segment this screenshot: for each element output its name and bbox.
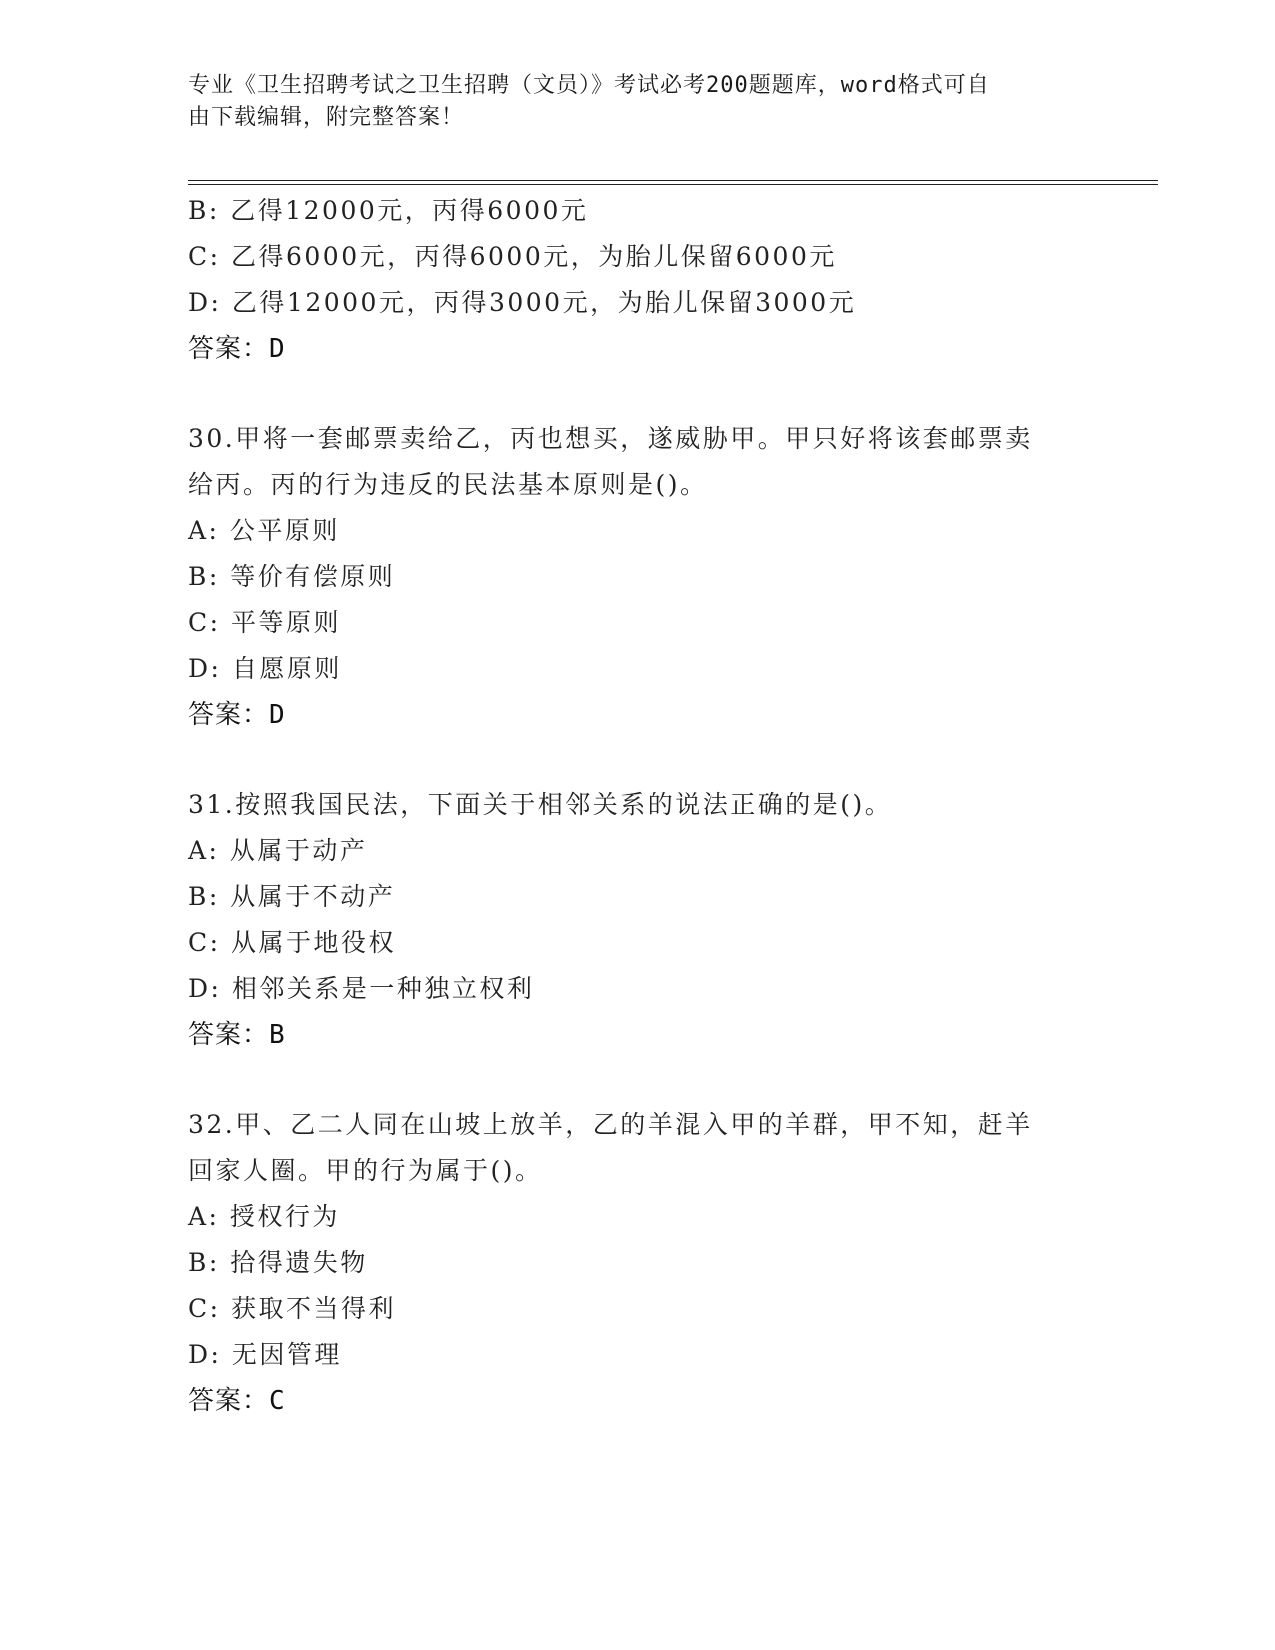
option-c: C: 从属于地役权 (188, 928, 396, 957)
option-c: C: 乙得6000元，丙得6000元，为胎儿保留6000元 (188, 242, 837, 271)
answer-line: 答案：B (188, 1020, 286, 1050)
option-b: B: 拾得遗失物 (188, 1248, 368, 1277)
header-line-2: 由下载编辑，附完整答案！ (188, 105, 465, 130)
question-32 (188, 1102, 1088, 1424)
document-header (188, 70, 1088, 134)
question-stem-line: 30.甲将一套邮票卖给乙，丙也想买，遂威胁甲。甲只好将该套邮票卖 (188, 424, 1033, 453)
answer-line: 答案：D (188, 700, 286, 730)
question-stem-line: 32.甲、乙二人同在山坡上放羊，乙的羊混入甲的羊群，甲不知，赶羊 (188, 1110, 1033, 1139)
answer-line: 答案：C (188, 1386, 286, 1416)
option-c: C: 获取不当得利 (188, 1294, 396, 1323)
header-line-1: 专业《卫生招聘考试之卫生招聘（文员）》考试必考200题题库，word格式可自 (188, 73, 990, 98)
option-d: D: 自愿原则 (188, 654, 342, 683)
question-stem-line: 给丙。丙的行为违反的民法基本原则是()。 (188, 470, 708, 499)
spacer (188, 1058, 1088, 1102)
option-d: D: 乙得12000元，丙得3000元，为胎儿保留3000元 (188, 288, 857, 317)
option-a: A: 从属于动产 (188, 836, 368, 865)
spacer (188, 372, 1088, 416)
header-divider-bottom (188, 184, 1158, 185)
header-divider-top (188, 180, 1158, 181)
question-list (188, 188, 1088, 1424)
option-c: C: 平等原则 (188, 608, 341, 637)
option-d: D: 无因管理 (188, 1340, 342, 1369)
option-b: B: 等价有偿原则 (188, 562, 396, 591)
option-a: A: 公平原则 (188, 516, 340, 545)
option-d: D: 相邻关系是一种独立权利 (188, 974, 535, 1003)
option-b: B: 乙得12000元，丙得6000元 (188, 196, 589, 225)
previous-question-tail (188, 188, 1088, 372)
spacer (188, 738, 1088, 782)
question-stem-line: 31.按照我国民法，下面关于相邻关系的说法正确的是()。 (188, 790, 893, 819)
option-a: A: 授权行为 (188, 1202, 340, 1231)
option-b: B: 从属于不动产 (188, 882, 396, 911)
question-30 (188, 416, 1088, 738)
question-31 (188, 782, 1088, 1058)
answer-line: 答案：D (188, 334, 286, 364)
question-stem-line: 回家人圈。甲的行为属于()。 (188, 1156, 543, 1185)
